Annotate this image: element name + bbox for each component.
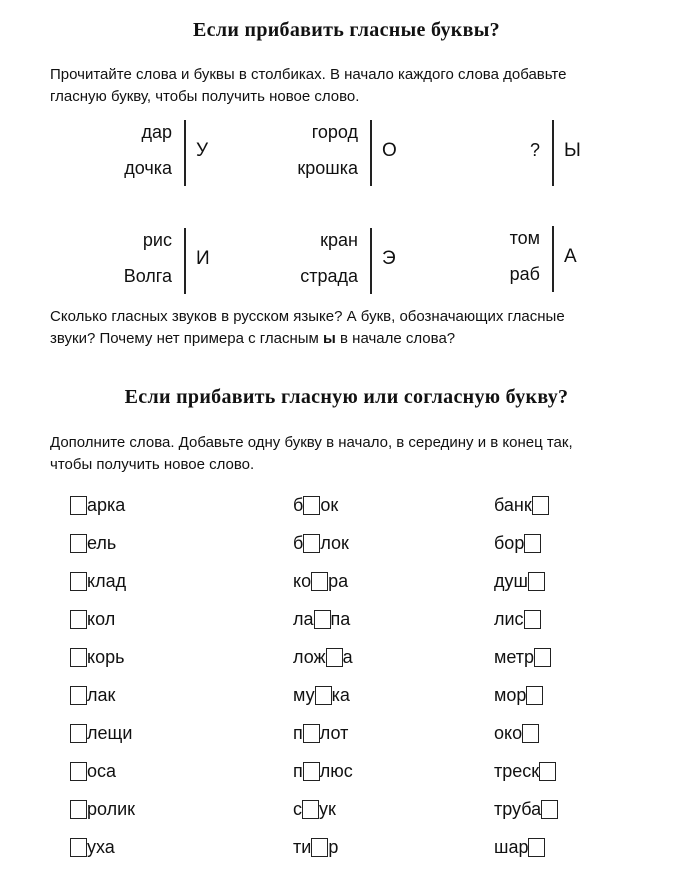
word-stem: око: [494, 722, 523, 743]
infix-exercise-item: [293, 835, 338, 859]
word-end: ка: [331, 684, 350, 705]
section2-title: Если прибавить гласную или согласную букву?: [124, 386, 569, 408]
group-word: дар: [141, 122, 172, 142]
word-stem: метр: [494, 646, 535, 667]
group-word: раб: [509, 264, 540, 284]
word-stem: лещи: [87, 722, 133, 743]
column-divider: [184, 228, 186, 294]
prefix-exercise-item: [70, 759, 116, 783]
section1-instruction-line1: Прочитайте слова и буквы в столбиках. В начало каждого слова добавьте: [50, 66, 567, 83]
word-stem: арка: [87, 494, 126, 515]
word-stem: ролик: [87, 798, 136, 819]
prefix-exercise-item: [70, 493, 125, 517]
infix-exercise-item: [293, 569, 348, 593]
word-stem: клад: [87, 570, 127, 591]
column-divider: [370, 120, 372, 186]
prefix-exercise-item: [70, 835, 115, 859]
word-stem: ель: [87, 532, 117, 553]
group-word: ?: [529, 140, 540, 160]
column-divider: [184, 120, 186, 186]
answer-box[interactable]: [70, 534, 87, 553]
word-stem: уха: [87, 836, 115, 857]
column-divider: [370, 228, 372, 294]
answer-box[interactable]: [70, 686, 87, 705]
word-stem: душ: [494, 570, 528, 591]
answer-box[interactable]: [70, 496, 87, 515]
prefix-exercise-item: [70, 797, 135, 821]
column-divider: [552, 226, 554, 292]
word-stem: банк: [494, 494, 532, 515]
word-stem: кол: [87, 608, 116, 629]
section1-question: [50, 306, 670, 350]
prefix-exercise-item: [70, 645, 124, 669]
question-text: звуки? Почему нет примера с гласным: [50, 330, 324, 347]
word-start: с: [293, 798, 302, 819]
group-word: том: [509, 228, 540, 248]
word-stem: труба: [494, 798, 542, 819]
answer-box[interactable]: [539, 762, 556, 781]
answer-box[interactable]: [303, 762, 320, 781]
section1-question-line2: [50, 328, 670, 350]
answer-box[interactable]: [541, 800, 558, 819]
word-end: ра: [328, 570, 349, 591]
word-stem: корь: [87, 646, 125, 667]
answer-box[interactable]: [70, 572, 87, 591]
infix-exercise-item: [293, 531, 349, 555]
infix-exercise-item: [293, 683, 350, 707]
question-text: в начале слова?: [335, 330, 456, 347]
word-end: лок: [320, 532, 349, 553]
answer-box[interactable]: [528, 572, 545, 591]
answer-box[interactable]: [534, 648, 551, 667]
word-start: му: [293, 684, 315, 705]
word-start: лож: [293, 646, 326, 667]
answer-box[interactable]: [70, 838, 87, 857]
infix-exercise-item: [293, 759, 353, 783]
vowel-group-u: [116, 122, 209, 202]
word-start: п: [293, 760, 303, 781]
answer-box[interactable]: [70, 724, 87, 743]
word-start: ти: [293, 836, 312, 857]
answer-box[interactable]: [303, 496, 320, 515]
vowel-group-e: [300, 230, 396, 310]
answer-box[interactable]: [524, 610, 541, 629]
section2-instruction: [50, 432, 670, 476]
word-stem: мор: [494, 684, 527, 705]
suffix-exercise-item: [494, 531, 541, 555]
word-stem: оса: [87, 760, 117, 781]
prefix-exercise-item: [70, 531, 116, 555]
answer-box[interactable]: [302, 800, 319, 819]
prefix-exercise-item: [70, 721, 132, 745]
infix-exercise-item: [293, 607, 350, 631]
word-end: а: [342, 646, 353, 667]
word-stem: бор: [494, 532, 525, 553]
group-word: город: [311, 122, 358, 142]
answer-box[interactable]: [311, 572, 328, 591]
answer-box[interactable]: [522, 724, 539, 743]
suffix-exercise-item: [494, 645, 551, 669]
answer-box[interactable]: [303, 724, 320, 743]
answer-box[interactable]: [311, 838, 328, 857]
word-end: ок: [320, 494, 339, 515]
section2-instruction-line2: чтобы получить новое слово.: [50, 456, 255, 473]
answer-box[interactable]: [303, 534, 320, 553]
group-letter: Ы: [564, 140, 581, 161]
suffix-exercise-item: [494, 759, 556, 783]
prefix-exercise-item: [70, 607, 115, 631]
group-word: дочка: [124, 158, 172, 178]
suffix-exercise-item: [494, 607, 541, 631]
word-end: ук: [319, 798, 336, 819]
word-stem: шар: [494, 836, 529, 857]
group-letter: А: [564, 246, 577, 267]
word-end: лот: [319, 722, 349, 743]
answer-box[interactable]: [326, 648, 343, 667]
group-word: страда: [300, 266, 358, 286]
suffix-exercise-item: [494, 683, 543, 707]
answer-box[interactable]: [70, 610, 87, 629]
column-divider: [552, 120, 554, 186]
word-start: п: [293, 722, 303, 743]
suffix-exercise-item: [494, 797, 558, 821]
answer-box[interactable]: [524, 534, 541, 553]
section1-instruction: [50, 64, 670, 108]
answer-box[interactable]: [70, 762, 87, 781]
vowel-group-a: [484, 228, 577, 308]
answer-box[interactable]: [526, 686, 543, 705]
group-word: Волга: [123, 266, 172, 286]
word-stem: треск: [494, 760, 540, 781]
answer-box[interactable]: [532, 496, 549, 515]
word-start: б: [293, 532, 304, 553]
group-word: рис: [142, 230, 172, 250]
infix-exercise-item: [293, 645, 353, 669]
group-letter: И: [196, 248, 210, 269]
word-stem: лак: [87, 684, 116, 705]
infix-exercise-item: [293, 797, 336, 821]
group-letter: О: [382, 140, 397, 161]
suffix-exercise-item: [494, 721, 539, 745]
word-end: люс: [319, 760, 353, 781]
group-letter: Э: [382, 248, 396, 269]
group-word: крошка: [297, 158, 358, 178]
section1-title: Если прибавить гласные буквы?: [193, 19, 500, 41]
vowel-group-i: [116, 230, 210, 310]
word-start: ко: [293, 570, 312, 591]
suffix-exercise-item: [494, 835, 545, 859]
section1-question-line1: Сколько гласных звуков в русском языке? А букв, обозначающих гласные: [50, 308, 565, 325]
word-start: б: [293, 494, 304, 515]
answer-box[interactable]: [70, 648, 87, 667]
group-letter: У: [196, 140, 209, 161]
word-end: р: [328, 836, 339, 857]
answer-box[interactable]: [315, 686, 332, 705]
word-stem: лис: [494, 608, 524, 629]
answer-box[interactable]: [528, 838, 545, 857]
vowel-group-o: [297, 122, 397, 202]
group-word: кран: [320, 230, 358, 250]
question-bold-letter: ы: [323, 330, 336, 347]
answer-box[interactable]: [70, 800, 87, 819]
suffix-exercise-item: [494, 569, 545, 593]
infix-exercise-item: [293, 721, 348, 745]
suffix-exercise-item: [494, 493, 549, 517]
answer-box[interactable]: [314, 610, 331, 629]
prefix-exercise-item: [70, 569, 126, 593]
vowel-group-y: [484, 122, 581, 202]
section1-instruction-line2: гласную букву, чтобы получить новое слово.: [50, 88, 360, 105]
word-start: ла: [293, 608, 314, 629]
prefix-exercise-item: [70, 683, 115, 707]
section2-instruction-line1: Дополните слова. Добавьте одну букву в начало, в середину и в конец так,: [50, 434, 573, 451]
word-end: па: [330, 608, 351, 629]
infix-exercise-item: [293, 493, 338, 517]
